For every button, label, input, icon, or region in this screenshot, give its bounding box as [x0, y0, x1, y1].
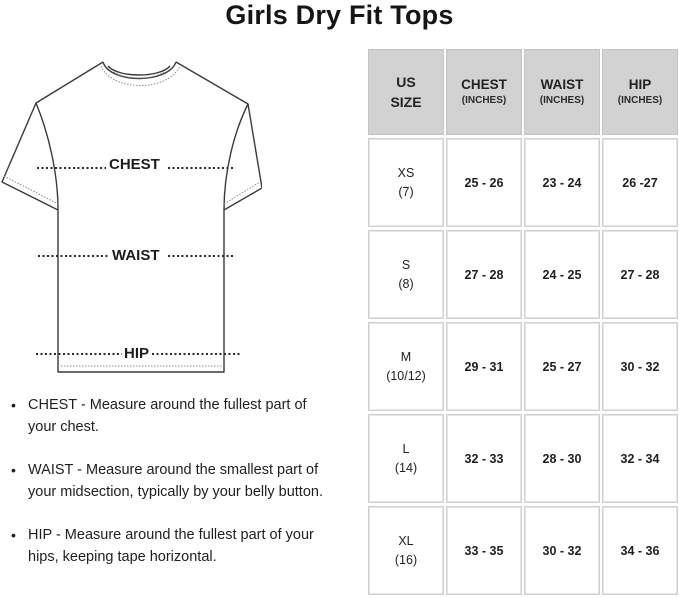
- size-label: XL: [398, 533, 414, 548]
- size-label: M: [400, 349, 412, 364]
- waist-value: 30 - 32: [542, 543, 582, 558]
- header-label: SIZE: [390, 94, 422, 110]
- chest-label: CHEST: [109, 156, 160, 173]
- instruction-text: HIP - Measure around the fullest part of your hips, keeping tape horizontal.: [28, 527, 314, 565]
- bullet-icon: •: [11, 527, 16, 543]
- chest-cell: [446, 138, 522, 227]
- header-label: WAIST: [540, 77, 584, 92]
- us-size: (8): [398, 276, 414, 291]
- chest-value: 27 - 28: [464, 267, 504, 282]
- measurement-instructions: [8, 394, 338, 589]
- size-label: XS: [397, 165, 415, 180]
- size-cell: [368, 322, 444, 411]
- hip-cell: [602, 322, 678, 411]
- header-waist: [524, 49, 600, 135]
- waist-label: WAIST: [112, 247, 160, 264]
- chest-value: 25 - 26: [464, 175, 504, 190]
- waist-value: 23 - 24: [542, 175, 582, 190]
- chest-value: 29 - 31: [464, 359, 504, 374]
- tshirt-outline-icon: [0, 52, 262, 382]
- hip-cell: [602, 230, 678, 319]
- size-cell: [368, 138, 444, 227]
- hip-label: HIP: [124, 345, 150, 362]
- size-cell: [368, 230, 444, 319]
- hip-value: 34 - 36: [620, 543, 660, 558]
- waist-cell: [524, 230, 600, 319]
- hip-value: 32 - 34: [620, 451, 660, 466]
- instruction-text: CHEST - Measure around the fullest part of your chest.: [28, 397, 307, 435]
- instruction-text: WAIST - Measure around the smallest part of your midsection, typically by your belly button.: [28, 462, 323, 500]
- instruction-hip: [8, 524, 338, 568]
- waist-cell: [524, 138, 600, 227]
- hip-cell: [602, 506, 678, 595]
- chest-value: 33 - 35: [464, 543, 504, 558]
- bullet-icon: •: [11, 397, 16, 413]
- header-label: US: [396, 74, 416, 90]
- hip-value: 26 -27: [622, 175, 658, 190]
- page-title: Girls Dry Fit Tops: [225, 0, 454, 30]
- header-hip: [602, 49, 678, 135]
- header-us-size: [368, 49, 444, 135]
- tshirt-diagram: [0, 52, 262, 382]
- header-unit: (INCHES): [539, 95, 585, 106]
- hip-cell: [602, 138, 678, 227]
- instruction-chest: [8, 394, 338, 438]
- instruction-waist: [8, 459, 338, 503]
- hip-value: 30 - 32: [620, 359, 660, 374]
- chest-cell: [446, 506, 522, 595]
- us-size: (14): [394, 460, 418, 475]
- chest-cell: [446, 414, 522, 503]
- hip-cell: [602, 414, 678, 503]
- header-unit: (INCHES): [617, 95, 663, 106]
- us-size: (10/12): [386, 368, 426, 383]
- us-size: (7): [398, 184, 414, 199]
- us-size: (16): [394, 552, 418, 567]
- size-cell: [368, 506, 444, 595]
- waist-value: 24 - 25: [542, 267, 582, 282]
- header-label: HIP: [628, 77, 652, 92]
- size-cell: [368, 414, 444, 503]
- waist-value: 25 - 27: [542, 359, 582, 374]
- chest-value: 32 - 33: [464, 451, 504, 466]
- hip-value: 27 - 28: [620, 267, 660, 282]
- header-label: CHEST: [461, 77, 507, 92]
- waist-cell: [524, 506, 600, 595]
- waist-cell: [524, 322, 600, 411]
- chest-cell: [446, 322, 522, 411]
- size-label: S: [401, 257, 411, 272]
- header-unit: (INCHES): [461, 95, 507, 106]
- waist-value: 28 - 30: [542, 451, 582, 466]
- waist-cell: [524, 414, 600, 503]
- size-chart-table: [367, 49, 678, 597]
- header-chest: [446, 49, 522, 135]
- chest-cell: [446, 230, 522, 319]
- bullet-icon: •: [11, 462, 16, 478]
- size-label: L: [402, 441, 410, 456]
